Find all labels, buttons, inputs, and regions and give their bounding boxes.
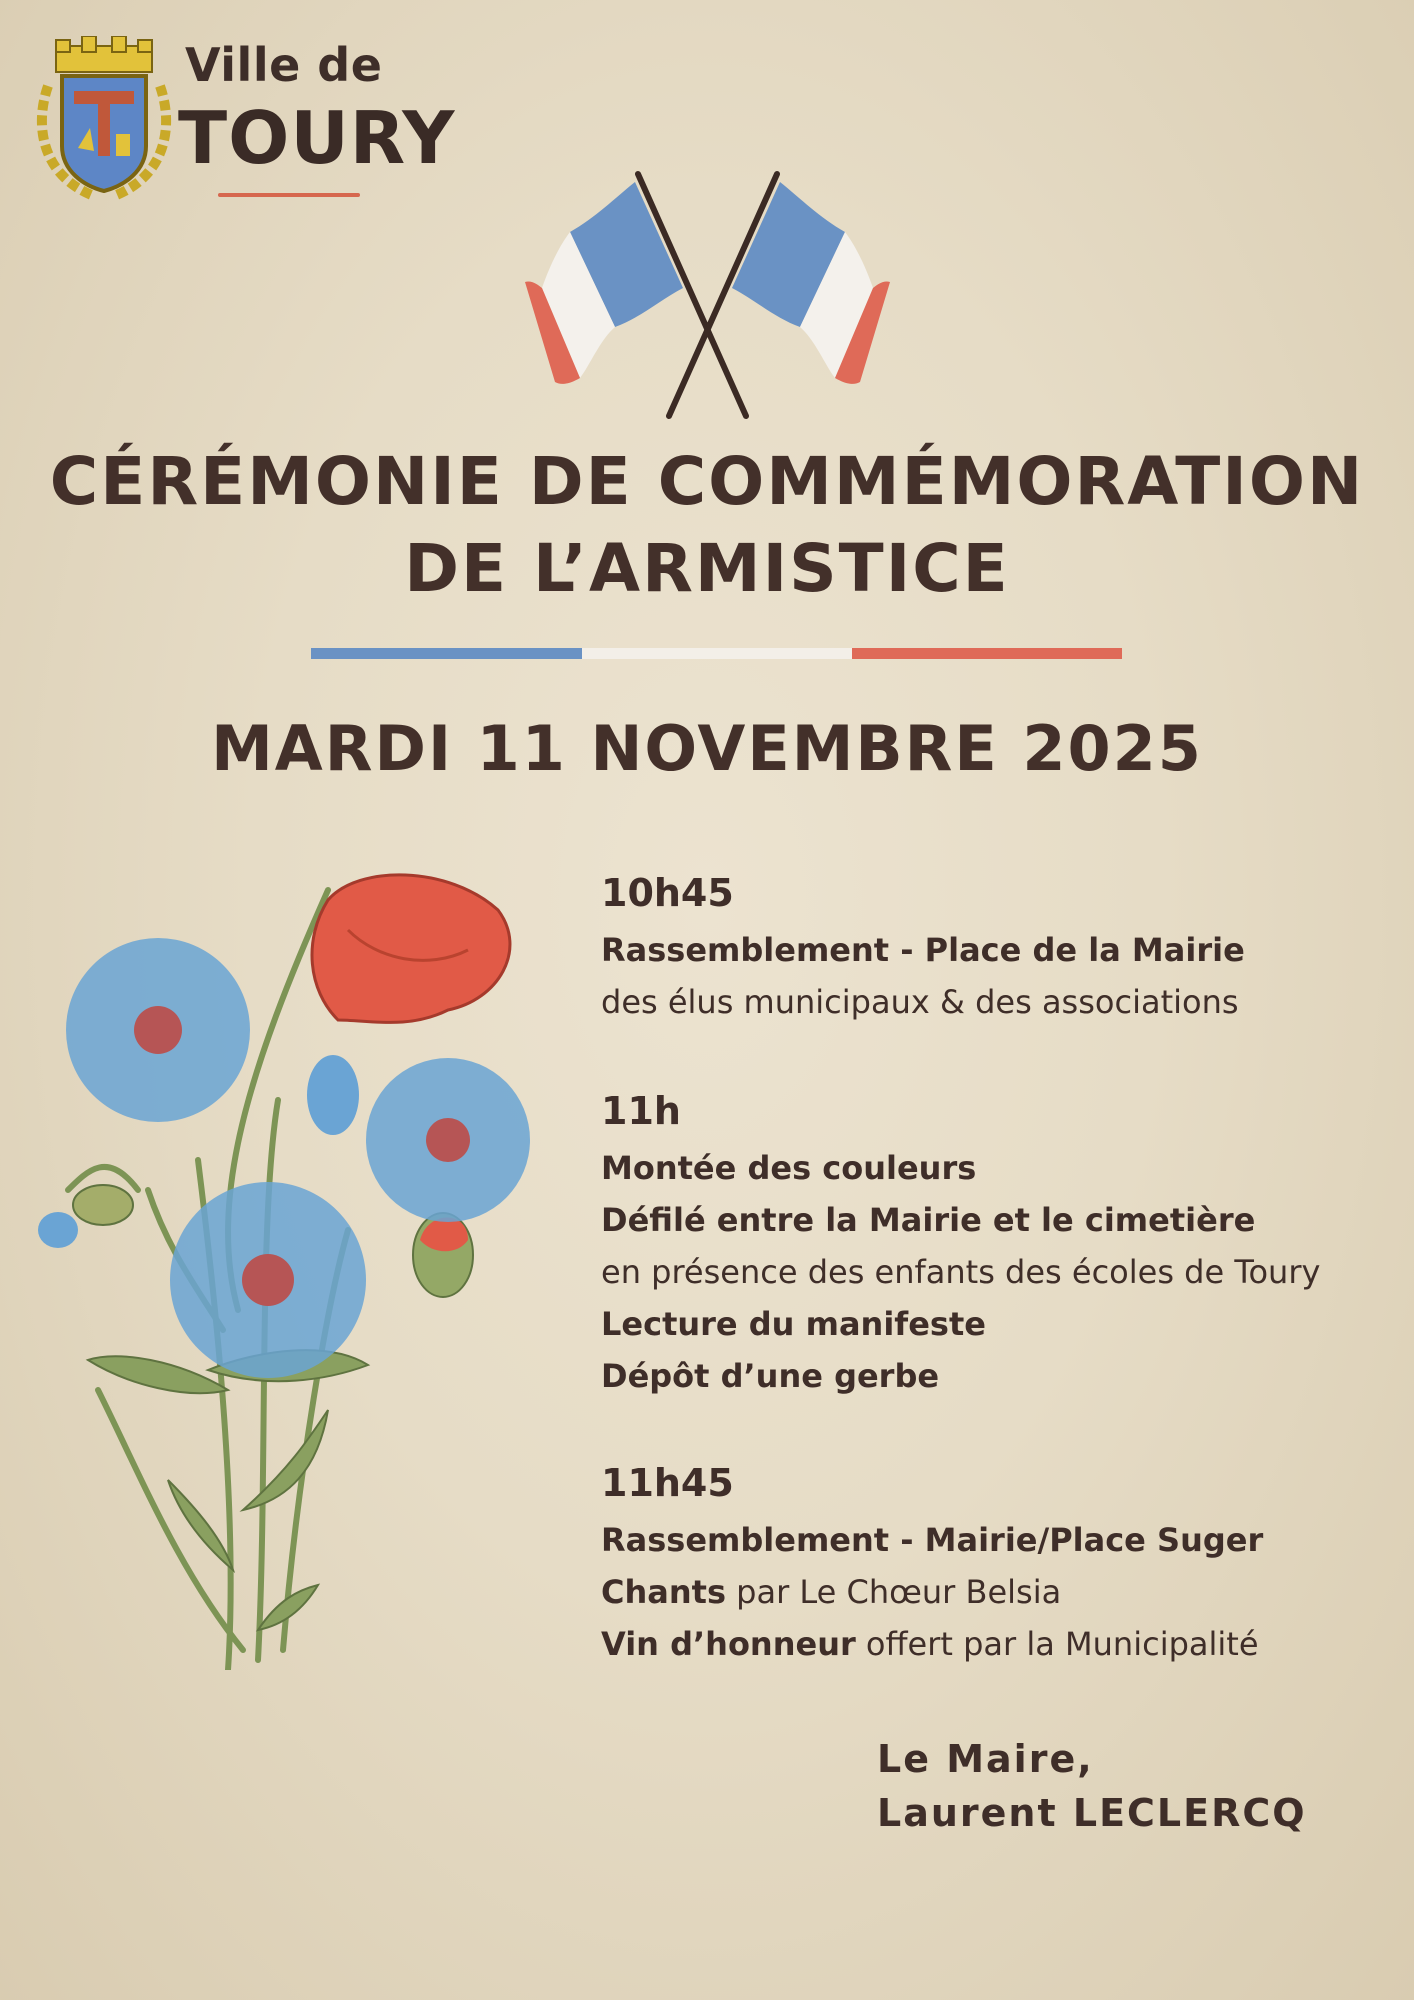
schedule-line: Vin d’honneur offert par la Municipalité xyxy=(601,1625,1259,1663)
schedule-time: 11h xyxy=(601,1089,681,1133)
schedule-line: en présence des enfants des écoles de Toury xyxy=(601,1253,1321,1291)
wordmark-underline xyxy=(218,193,360,197)
schedule-line: Chants par Le Chœur Belsia xyxy=(601,1573,1062,1611)
signature-title: Le Maire, xyxy=(877,1737,1094,1781)
ville-de-label: Ville de xyxy=(185,38,383,92)
schedule-time: 11h45 xyxy=(601,1461,734,1505)
tricolor-rule-red xyxy=(852,648,1122,659)
schedule-line: Rassemblement - Mairie/Place Suger xyxy=(601,1521,1264,1559)
tricolor-rule-white xyxy=(582,648,852,659)
crossed-french-flags-icon xyxy=(520,170,895,422)
event-date: MARDI 11 NOVEMBRE 2025 xyxy=(211,712,1203,785)
poppy-cornflower-illustration xyxy=(28,870,568,1670)
schedule-line: Rassemblement - Place de la Mairie xyxy=(601,931,1245,969)
schedule-line: Lecture du manifeste xyxy=(601,1305,986,1343)
schedule-line: des élus municipaux & des associations xyxy=(601,983,1239,1021)
signature-name: Laurent LECLERCQ xyxy=(877,1791,1307,1835)
schedule-line: Défilé entre la Mairie et le cimetière xyxy=(601,1201,1256,1239)
toury-wordmark: TOURY xyxy=(178,96,456,180)
title-line-2: DE L’ARMISTICE xyxy=(404,530,1010,607)
title-line-1: CÉRÉMONIE DE COMMÉMORATION xyxy=(49,443,1365,520)
schedule-line: Dépôt d’une gerbe xyxy=(601,1357,940,1395)
schedule-line: Montée des couleurs xyxy=(601,1149,977,1187)
schedule-time: 10h45 xyxy=(601,871,734,915)
tricolor-rule-blue xyxy=(311,648,582,659)
